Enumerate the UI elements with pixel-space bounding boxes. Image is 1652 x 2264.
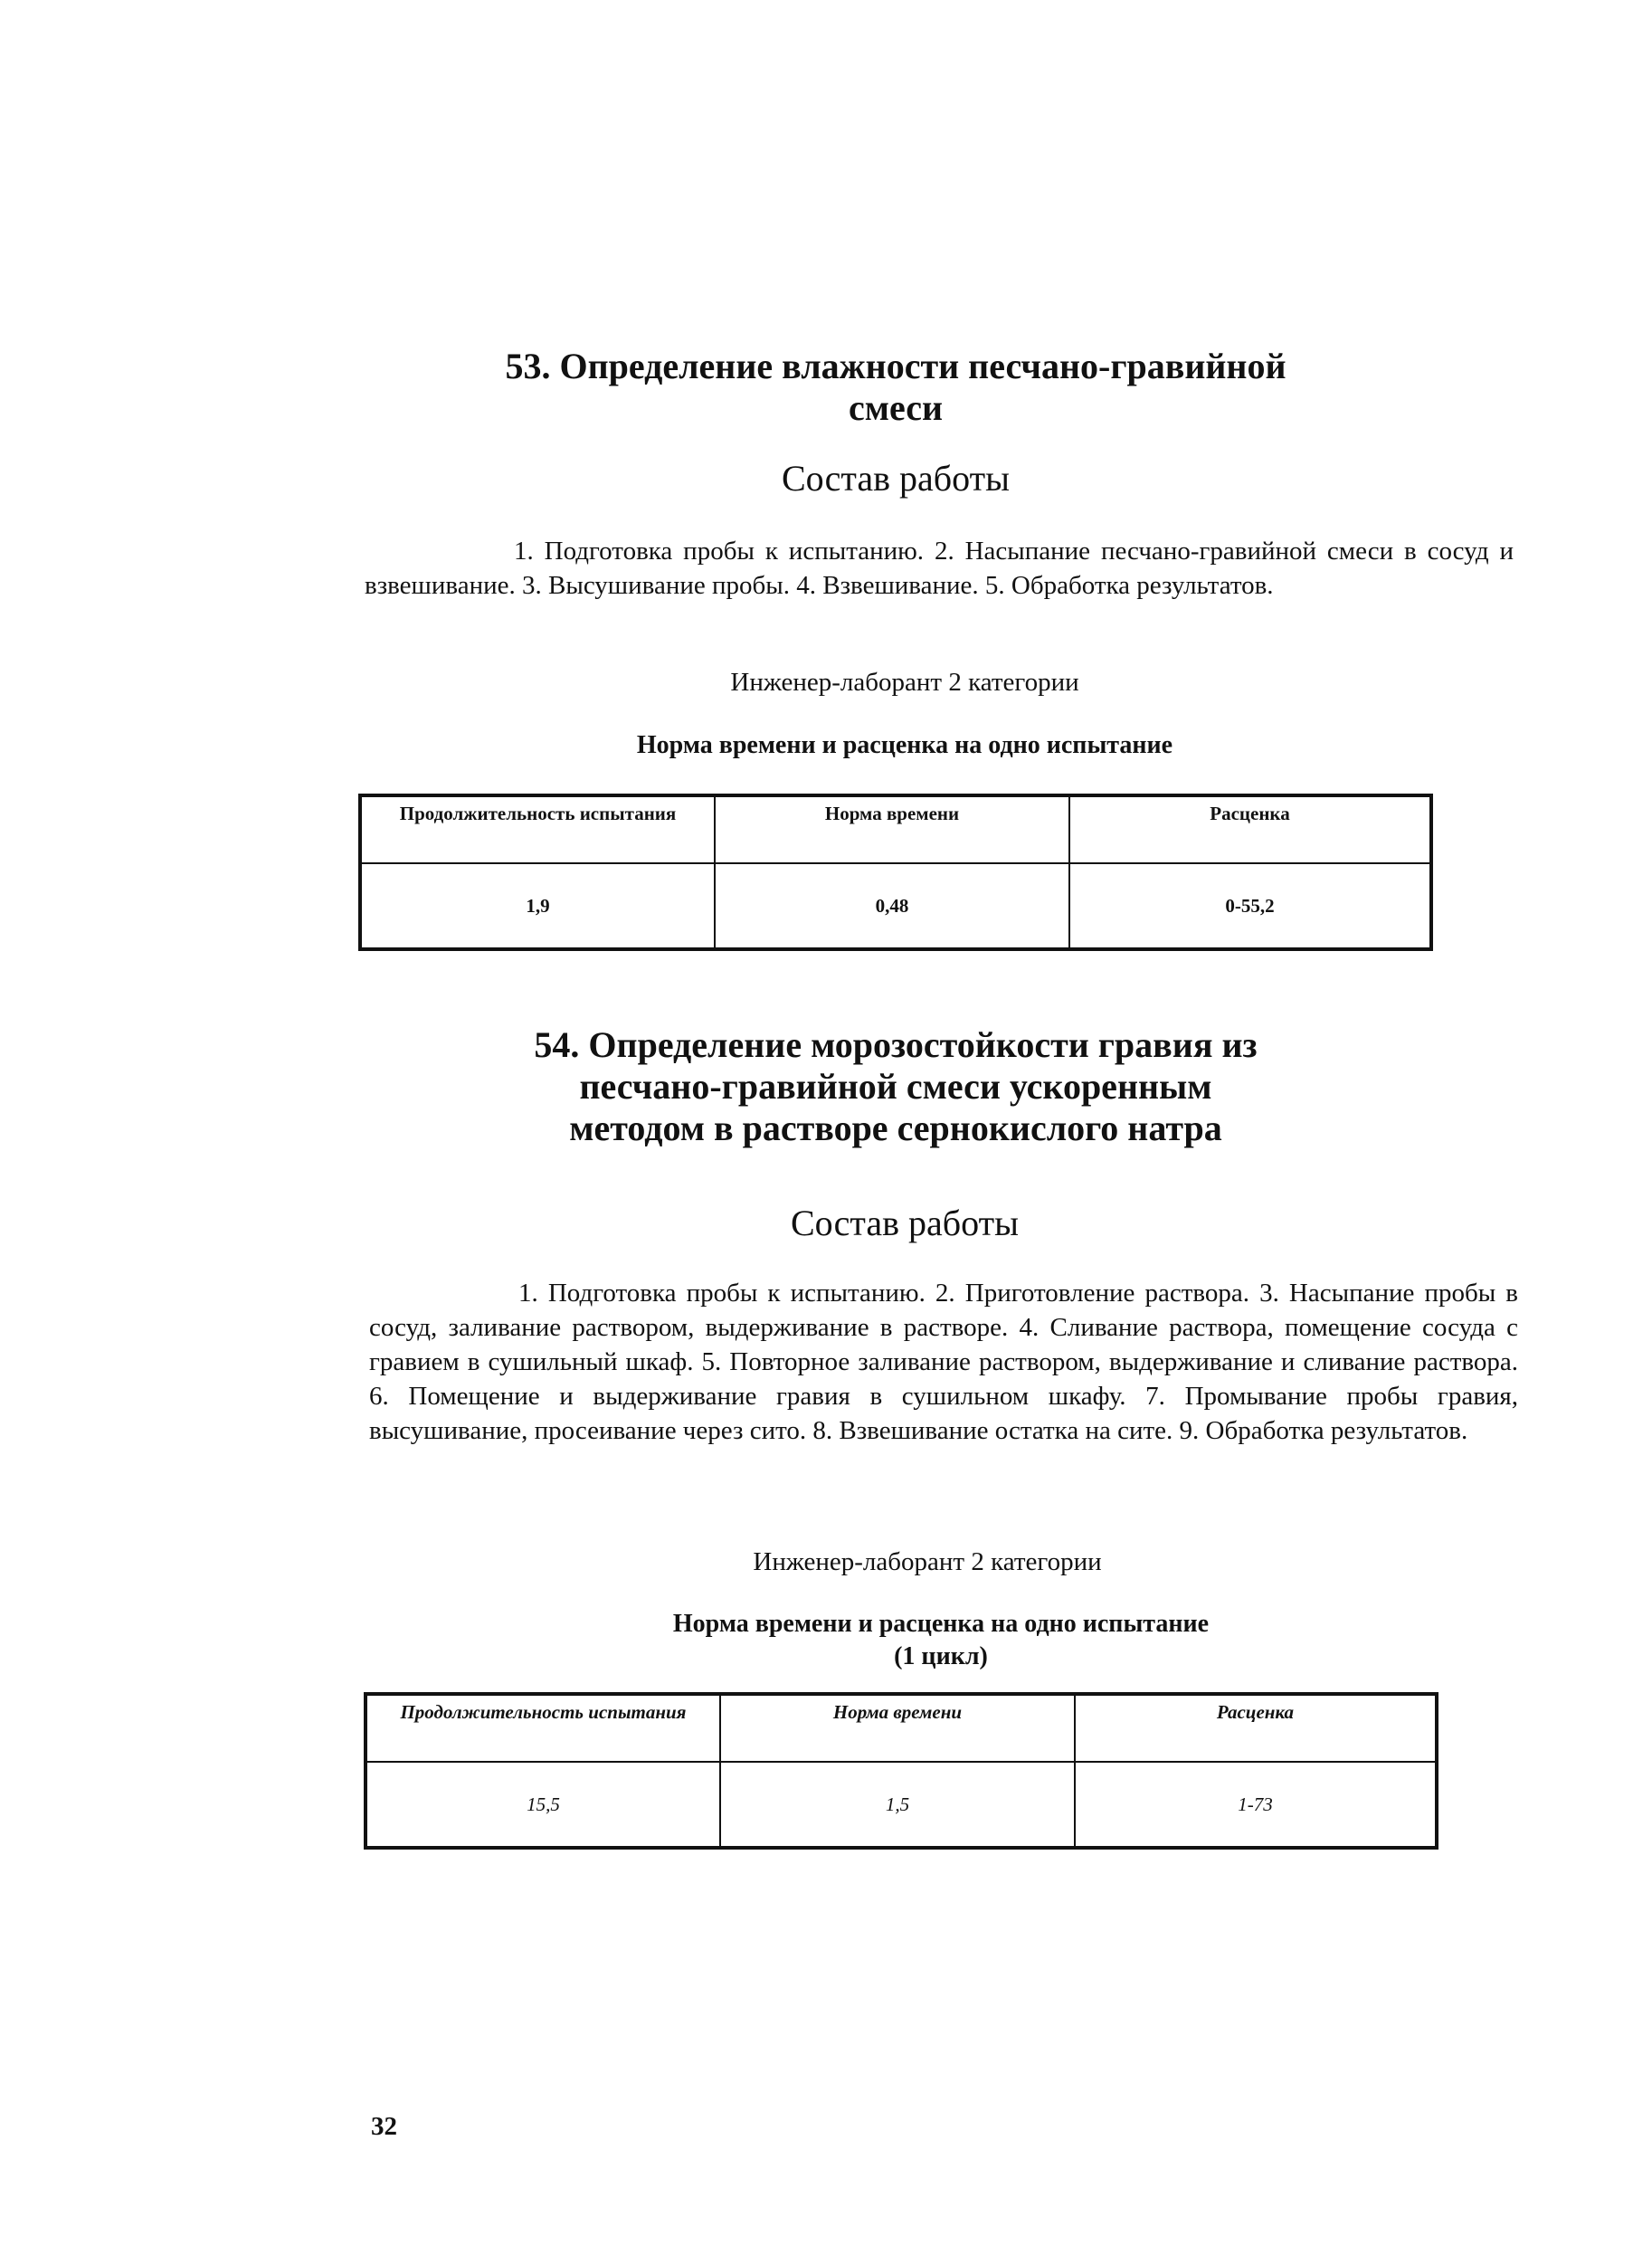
section-53-worker: Инженер-лаборант 2 категории xyxy=(730,668,1079,697)
section-54-work-text: 1. Подготовка пробы к испытанию. 2. Приготовление раствора. 3. Насыпание пробы в сосуд, заливание раствором, выдерживание в растворе. 4. Сливание раствора, помещение сосуда с гравием в сушильный шкаф. 5. Повторное заливание раствором, выдерживание и сливание раствора. 6. Помещение и выдерживание гравия в сушильном шкафу. 7. Промывание пробы гравия, высушивание, просеивание через сито. 8. Взвешивание остатка на сите. 9. Обработка результатов. xyxy=(369,1279,1518,1445)
section-54-norm-heading-line-1: Норма времени и расценка на одно испытание xyxy=(672,1610,1210,1638)
cell-duration: 1,9 xyxy=(360,863,715,949)
header-rate: Расценка xyxy=(1069,795,1431,863)
page-number: 32 xyxy=(371,2112,397,2141)
section-53-title-line-2: смеси xyxy=(848,387,944,428)
cell-time-norm: 1,5 xyxy=(720,1762,1075,1848)
cell-rate: 0-55,2 xyxy=(1069,863,1431,949)
section-54-title-line-1: 54. Определение морозостойкости гравия из xyxy=(534,1024,1258,1065)
header-duration: Продолжительность испытания xyxy=(360,795,715,863)
header-duration: Продолжительность испытания xyxy=(366,1694,720,1762)
header-rate: Расценка xyxy=(1075,1694,1437,1762)
section-54-subtitle: Состав работы xyxy=(791,1203,1019,1243)
section-53-subtitle: Состав работы xyxy=(782,458,1010,499)
section-54-norm-heading xyxy=(452,1608,1429,1673)
section-53-title xyxy=(271,346,1520,429)
section-54-norm-heading-line-2: (1 цикл) xyxy=(894,1642,988,1670)
section-54-title xyxy=(271,1024,1520,1149)
cell-duration: 15,5 xyxy=(366,1762,720,1848)
section-53-work-text: 1. Подготовка пробы к испытанию. 2. Насыпание песчано-гравийной смеси в сосуд и взвешивание. 3. Высушивание пробы. 4. Взвешивание. 5. Обработка результатов. xyxy=(365,537,1514,600)
table-row xyxy=(360,863,1431,949)
section-53-norm-table xyxy=(358,794,1433,951)
cell-time-norm: 0,48 xyxy=(715,863,1069,949)
section-54-worker: Инженер-лаборант 2 категории xyxy=(753,1547,1102,1576)
header-time-norm: Норма времени xyxy=(720,1694,1075,1762)
section-53-title-line-1: 53. Определение влажности песчано-гравийной xyxy=(505,346,1286,386)
section-54-title-line-3: методом в растворе сернокислого натра xyxy=(569,1108,1222,1148)
table-header-row xyxy=(366,1694,1437,1762)
table-header-row xyxy=(360,795,1431,863)
table-row xyxy=(366,1762,1437,1848)
cell-rate: 1-73 xyxy=(1075,1762,1437,1848)
header-time-norm: Норма времени xyxy=(715,795,1069,863)
section-54-norm-table xyxy=(364,1692,1438,1850)
section-53-norm-heading: Норма времени и расценка на одно испытание xyxy=(636,731,1173,759)
section-54-title-line-2: песчано-гравийной смеси ускоренным xyxy=(579,1066,1212,1107)
